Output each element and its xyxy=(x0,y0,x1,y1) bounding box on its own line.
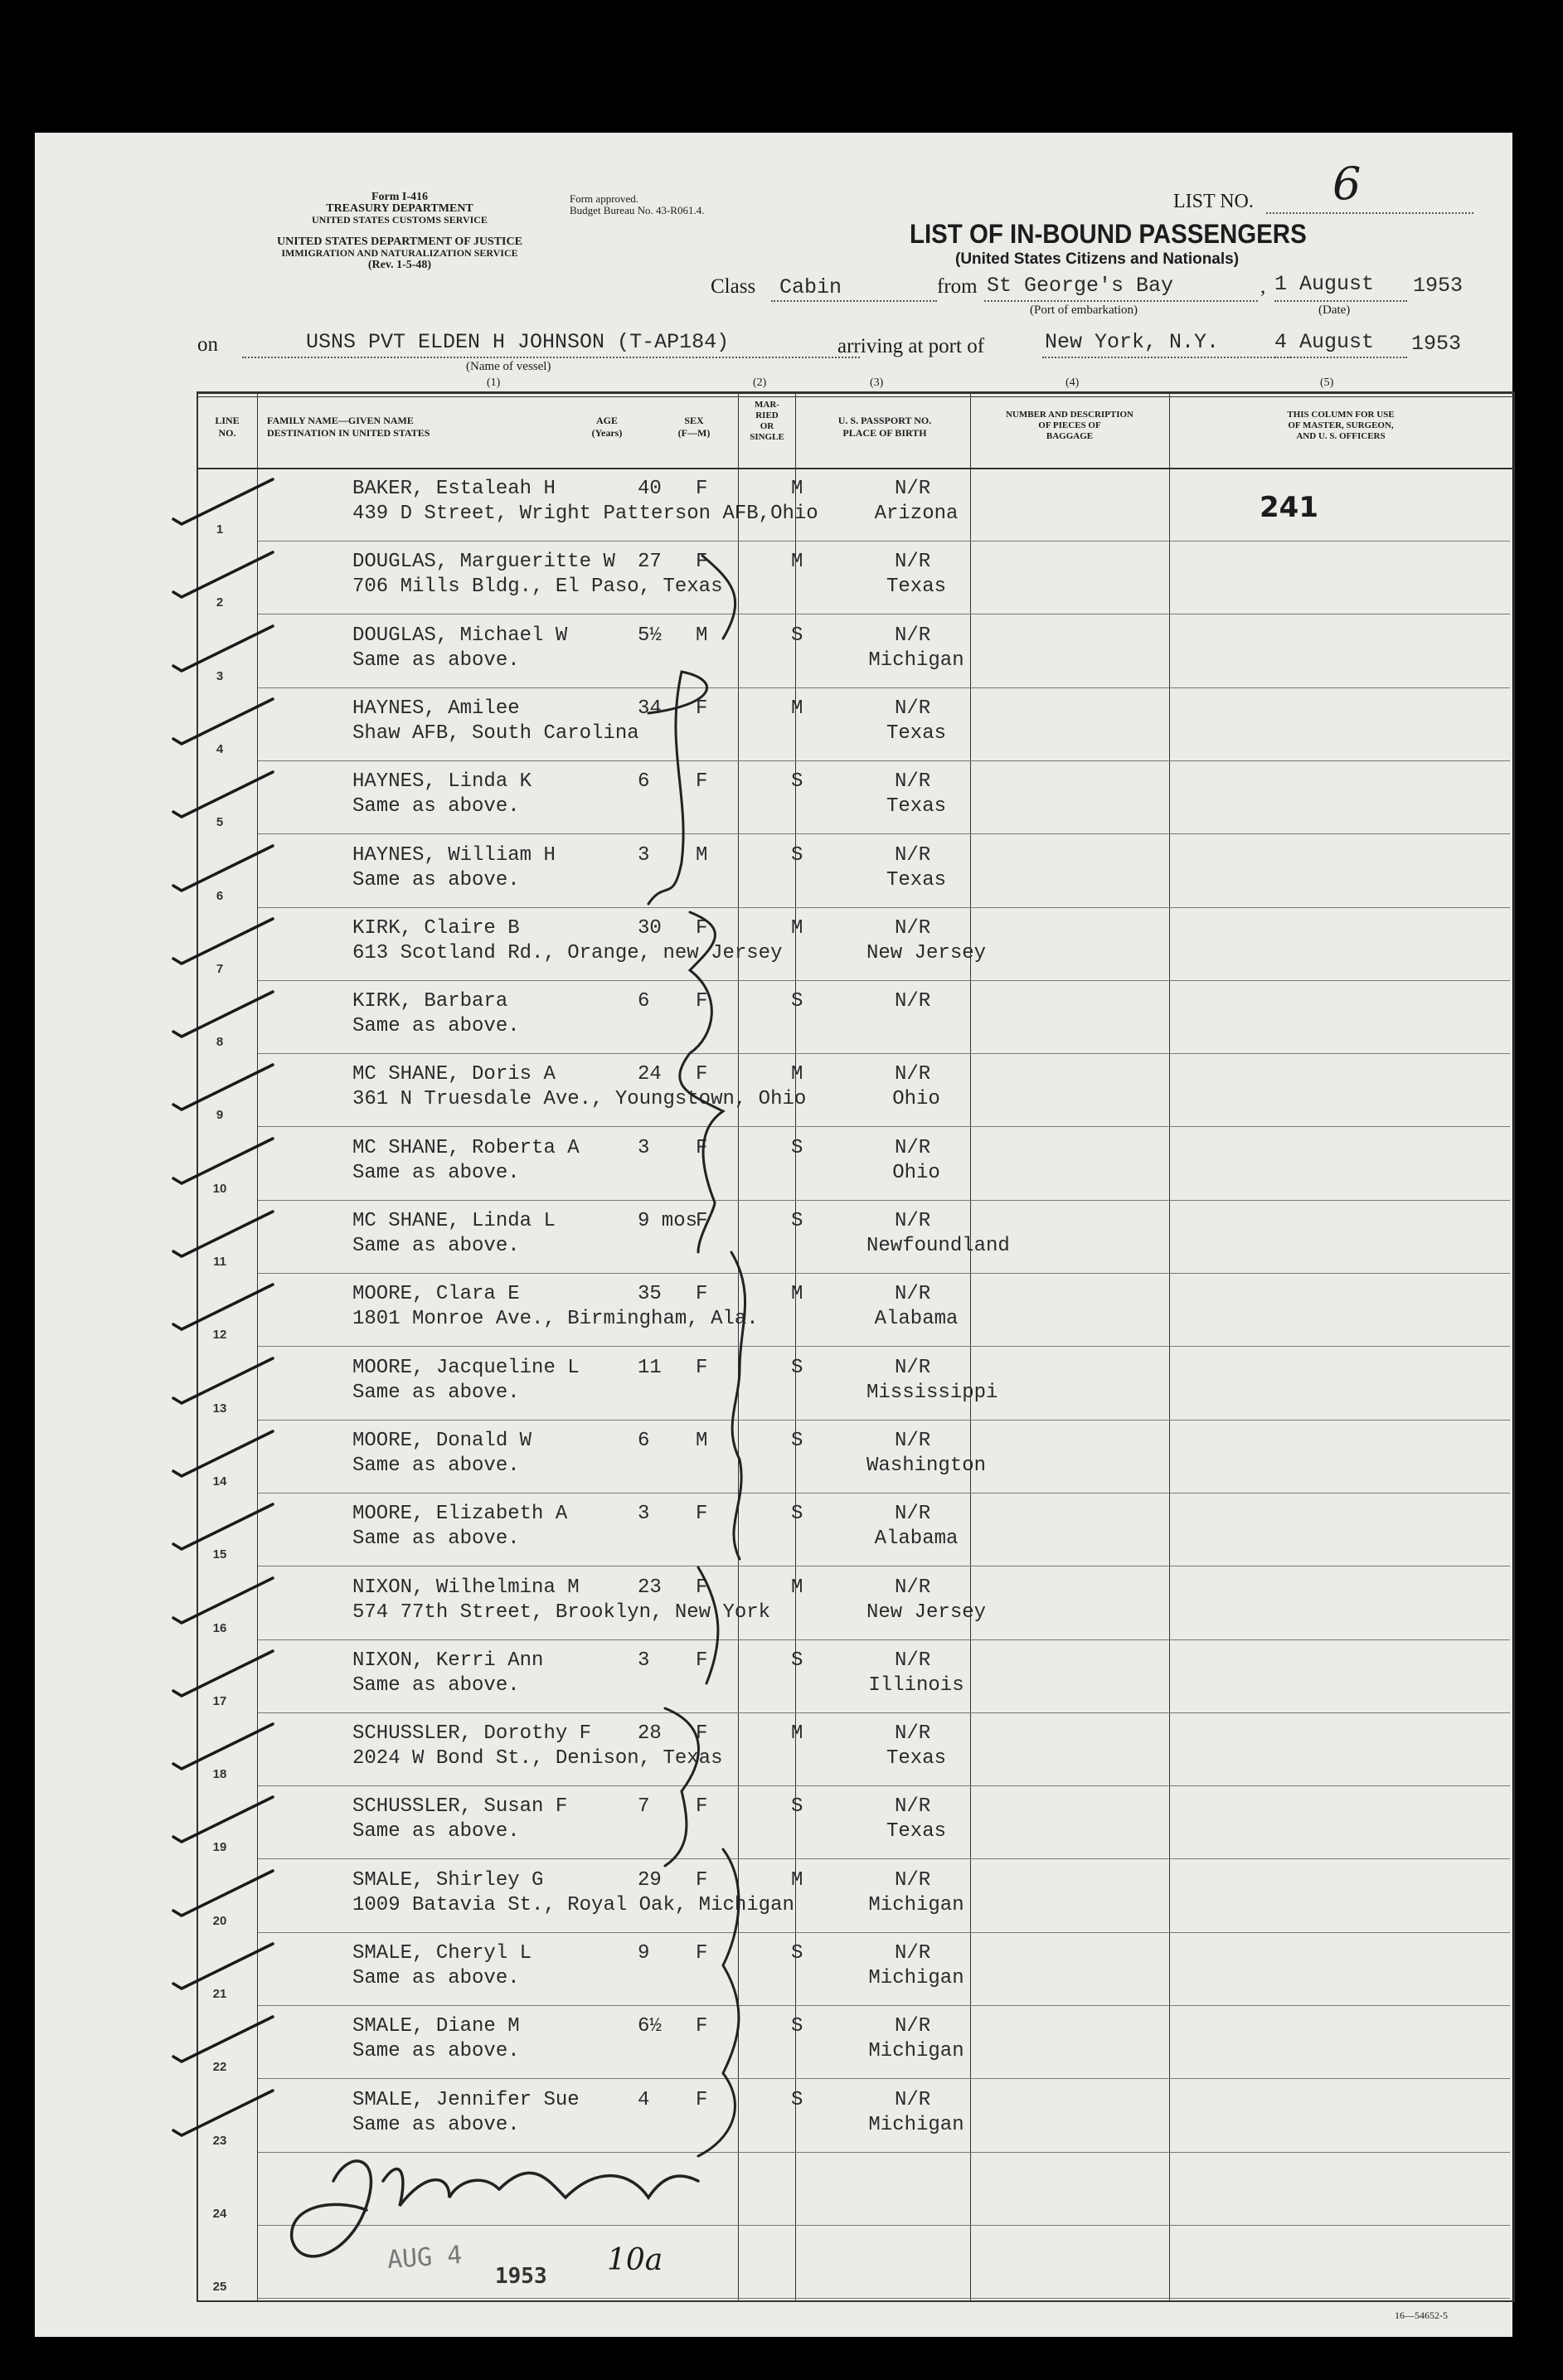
vessel-name: USNS PVT ELDEN H JOHNSON (T-AP184) xyxy=(306,330,730,354)
passport-number: N/R xyxy=(895,1136,931,1159)
col-num-1: (1) xyxy=(487,376,501,389)
arrival-year: 1953 xyxy=(1411,332,1462,356)
passport-number: N/R xyxy=(895,1576,931,1599)
passenger-age: 5½ xyxy=(638,624,662,647)
passenger-name: SMALE, Jennifer Sue xyxy=(352,2088,580,2111)
passenger-name: HAYNES, Linda K xyxy=(352,770,532,794)
place-of-birth: New Jersey xyxy=(866,1600,987,1624)
passenger-age: 11 xyxy=(638,1356,662,1379)
passenger-name: HAYNES, Amilee xyxy=(352,697,520,720)
place-of-birth: Michigan xyxy=(868,1967,964,1989)
passenger-marital: S xyxy=(791,990,803,1013)
line-number: 9 xyxy=(216,1108,224,1123)
line-number: 13 xyxy=(212,1401,227,1416)
line-number: 19 xyxy=(212,1840,227,1855)
line-number: 22 xyxy=(212,2060,227,2075)
place-of-birth: Arizona xyxy=(874,503,959,525)
passenger-name: HAYNES, William H xyxy=(352,843,556,867)
arrival-date: 4 August xyxy=(1274,330,1375,354)
passport-number: N/R xyxy=(895,2088,931,2111)
place-of-birth: Texas xyxy=(886,721,946,745)
passenger-age: 27 xyxy=(638,551,662,574)
place-of-birth: Alabama xyxy=(874,1528,959,1551)
passenger-marital: S xyxy=(791,770,803,794)
passenger-sex: F xyxy=(696,1136,708,1159)
passport-number: N/R xyxy=(895,1063,931,1086)
customs-service: UNITED STATES CUSTOMS SERVICE xyxy=(312,214,488,226)
line-number: 24 xyxy=(212,2206,227,2221)
passenger-sex: F xyxy=(696,1795,708,1819)
passenger-age: 40 xyxy=(638,478,662,500)
passenger-marital: M xyxy=(791,1283,803,1306)
passenger-destination: 1801 Monroe Ave., Birmingham, Ala. xyxy=(352,1308,759,1331)
line-number: 18 xyxy=(212,1767,227,1782)
passport-number: N/R xyxy=(895,990,931,1013)
passport-number: N/R xyxy=(895,2015,931,2038)
header-married: MAR- RIED OR SINGLE xyxy=(750,400,784,442)
passenger-sex: F xyxy=(696,1356,708,1379)
passenger-sex: F xyxy=(696,770,708,794)
passenger-marital: S xyxy=(791,2088,803,2111)
passenger-age: 35 xyxy=(638,1283,662,1306)
header-baggage: NUMBER AND DESCRIPTION OF PIECES OF BAGGAGE xyxy=(1005,410,1134,441)
list-no-value: 6 xyxy=(1332,158,1362,210)
passenger-destination: Same as above. xyxy=(352,2113,520,2136)
passenger-name: MOORE, Donald W xyxy=(352,1429,532,1452)
passenger-age: 24 xyxy=(638,1063,662,1086)
passenger-name: MC SHANE, Doris A xyxy=(352,1063,556,1086)
passenger-name: BAKER, Estaleah H xyxy=(352,478,556,500)
passport-number: N/R xyxy=(895,1795,931,1819)
passenger-marital: M xyxy=(791,1868,803,1892)
passenger-sex: M xyxy=(696,1429,708,1452)
passenger-destination: Same as above. xyxy=(352,1015,520,1038)
passport-number: N/R xyxy=(895,1649,931,1672)
place-of-birth: Mississippi xyxy=(866,1381,998,1404)
passenger-age: 30 xyxy=(638,916,662,940)
passenger-sex: F xyxy=(696,1649,708,1672)
passenger-destination: Same as above. xyxy=(352,1528,520,1551)
line-number: 6 xyxy=(216,888,224,903)
passport-number: N/R xyxy=(895,1868,931,1892)
passenger-destination: Shaw AFB, South Carolina xyxy=(352,721,639,745)
passenger-age: 28 xyxy=(638,1722,662,1746)
passenger-name: SMALE, Shirley G xyxy=(352,1868,544,1892)
passenger-destination: 361 N Truesdale Ave., Youngstown, Ohio xyxy=(352,1088,807,1111)
passenger-name: KIRK, Claire B xyxy=(352,916,520,940)
form-title: LIST OF IN-BOUND PASSENGERS xyxy=(910,219,1307,249)
class-label: Class xyxy=(711,275,756,298)
line-number: 20 xyxy=(212,1913,227,1928)
place-of-birth: Washington xyxy=(866,1454,987,1477)
passenger-destination: Same as above. xyxy=(352,1235,520,1257)
line-number: 2 xyxy=(216,595,224,610)
passenger-age: 34 xyxy=(638,697,662,720)
port-embark-caption: (Port of embarkation) xyxy=(1030,304,1138,317)
passenger-sex: F xyxy=(696,1210,708,1232)
passenger-destination: Same as above. xyxy=(352,1820,520,1843)
passenger-marital: S xyxy=(791,843,803,867)
revision: (Rev. 1-5-48) xyxy=(367,259,432,271)
passenger-destination: 574 77th Street, Brooklyn, New York xyxy=(352,1600,771,1624)
line-number: 8 xyxy=(216,1035,224,1050)
passenger-destination: Same as above. xyxy=(352,795,520,818)
passenger-sex: F xyxy=(696,916,708,940)
passenger-age: 7 xyxy=(638,1795,650,1819)
place-of-birth: Ohio xyxy=(892,1161,940,1184)
line-number: 7 xyxy=(216,961,224,976)
line-number: 11 xyxy=(213,1255,226,1269)
header-passport: U. S. PASSPORT NO. PLACE OF BIRTH xyxy=(837,415,932,439)
passenger-destination: Same as above. xyxy=(352,2040,520,2063)
passenger-age: 3 xyxy=(638,1649,650,1672)
signature-scribble xyxy=(292,2161,698,2256)
footer-code: 16—54652-5 xyxy=(1395,2310,1448,2321)
place-of-birth: Michigan xyxy=(868,2040,964,2063)
passenger-sex: F xyxy=(696,551,708,574)
passenger-name: MC SHANE, Roberta A xyxy=(352,1136,580,1159)
place-of-birth: Newfoundland xyxy=(866,1235,1010,1257)
place-of-birth: Michigan xyxy=(868,648,964,672)
header-line-no: LINE NO. xyxy=(215,415,240,439)
line-number: 14 xyxy=(212,1474,227,1489)
passenger-age: 29 xyxy=(638,1868,662,1892)
header-officers: THIS COLUMN FOR USE OF MASTER, SURGEON, AND U. S. OFFICERS xyxy=(1287,410,1395,441)
passport-number: N/R xyxy=(895,1503,931,1526)
place-of-birth: Texas xyxy=(886,868,946,891)
place-of-birth: Texas xyxy=(886,1820,946,1843)
line-number: 15 xyxy=(212,1547,227,1562)
list-no-label: LIST NO. xyxy=(1173,191,1254,212)
class-value: Cabin xyxy=(779,275,842,299)
passenger-age: 4 xyxy=(638,2088,650,2111)
from-comma: , xyxy=(1260,275,1266,298)
passenger-age: 3 xyxy=(638,1503,650,1526)
line-number: 17 xyxy=(212,1693,227,1708)
line-number: 21 xyxy=(212,1987,227,2001)
col-num-3: (3) xyxy=(870,376,884,389)
justice-dept: UNITED STATES DEPARTMENT OF JUSTICE xyxy=(277,236,522,248)
place-of-birth: Texas xyxy=(886,795,946,818)
passenger-marital: S xyxy=(791,1649,803,1672)
line-number: 1 xyxy=(216,522,224,537)
passenger-name: SMALE, Diane M xyxy=(352,2015,520,2038)
passenger-destination: Same as above. xyxy=(352,1967,520,1989)
passenger-destination: 706 Mills Bldg., El Paso, Texas xyxy=(352,576,723,599)
form-subtitle: (United States Citizens and Nationals) xyxy=(955,250,1240,268)
passenger-marital: S xyxy=(791,1210,803,1232)
passenger-age: 23 xyxy=(638,1576,662,1599)
passenger-age: 3 xyxy=(638,843,650,867)
from-label: from xyxy=(937,275,978,298)
passenger-sex: F xyxy=(696,1942,708,1965)
passenger-age: 6 xyxy=(638,990,650,1013)
passenger-age: 6 xyxy=(638,1429,650,1452)
passenger-name: MOORE, Jacqueline L xyxy=(352,1356,580,1379)
passenger-marital: S xyxy=(791,1356,803,1379)
treasury-dept: TREASURY DEPARTMENT xyxy=(326,202,473,215)
passenger-destination: 2024 W Bond St., Denison, Texas xyxy=(352,1747,723,1770)
passenger-destination: Same as above. xyxy=(352,1161,520,1184)
passenger-sex: F xyxy=(696,1868,708,1892)
line-number: 5 xyxy=(216,815,224,830)
passenger-sex: M xyxy=(696,843,708,867)
on-label: on xyxy=(197,333,218,356)
passport-number: N/R xyxy=(895,770,931,794)
line-number: 12 xyxy=(212,1328,227,1343)
passenger-sex: F xyxy=(696,1722,708,1746)
passenger-destination: Same as above. xyxy=(352,868,520,891)
passport-number: N/R xyxy=(895,1722,931,1746)
header-sex: SEX (F—M) xyxy=(677,415,711,439)
departure-date: 1 August xyxy=(1274,272,1375,296)
passenger-sex: F xyxy=(696,2015,708,2038)
passenger-marital: S xyxy=(791,624,803,647)
col-num-4: (4) xyxy=(1065,376,1080,389)
passenger-name: NIXON, Kerri Ann xyxy=(352,1649,544,1672)
passenger-marital: M xyxy=(791,697,803,720)
passport-number: N/R xyxy=(895,478,931,500)
handwritten-note: 10a xyxy=(607,2243,663,2277)
passenger-marital: M xyxy=(791,478,803,500)
passenger-marital: M xyxy=(791,1722,803,1746)
line-number: 23 xyxy=(212,2133,227,2148)
passenger-name: DOUGLAS, Michael W xyxy=(352,624,568,647)
passenger-marital: S xyxy=(791,1795,803,1819)
passenger-sex: F xyxy=(696,2088,708,2111)
col-num-2: (2) xyxy=(753,376,767,389)
passenger-marital: S xyxy=(791,1942,803,1965)
passenger-destination: 1009 Batavia St., Royal Oak, Michigan xyxy=(352,1893,794,1916)
place-of-birth: Illinois xyxy=(868,1673,964,1697)
budget-bureau: Budget Bureau No. 43-R061.4. xyxy=(570,204,705,216)
passenger-marital: S xyxy=(791,1136,803,1159)
passport-number: N/R xyxy=(895,1283,931,1306)
passenger-name: MOORE, Clara E xyxy=(352,1283,520,1306)
passenger-marital: S xyxy=(791,2015,803,2038)
line-number: 4 xyxy=(216,741,224,756)
line-number: 3 xyxy=(216,668,224,683)
passenger-destination: Same as above. xyxy=(352,1454,520,1477)
passenger-age: 3 xyxy=(638,1136,650,1159)
passenger-age: 6½ xyxy=(638,2015,662,2038)
form-number: Form I-416 xyxy=(371,191,429,203)
passport-number: N/R xyxy=(895,551,931,574)
passenger-sex: F xyxy=(696,1503,708,1526)
place-of-birth: Michigan xyxy=(868,2113,964,2136)
line-number: 16 xyxy=(212,1620,227,1635)
passenger-marital: M xyxy=(791,551,803,574)
passenger-age: 9 xyxy=(638,1942,650,1965)
manifest-page xyxy=(35,133,1512,2337)
passenger-name: NIXON, Wilhelmina M xyxy=(352,1576,580,1599)
passport-number: N/R xyxy=(895,1942,931,1965)
passenger-destination: 439 D Street, Wright Patterson AFB,Ohio xyxy=(352,503,818,525)
passenger-marital: M xyxy=(791,1063,803,1086)
passport-number: N/R xyxy=(895,697,931,720)
passenger-sex: F xyxy=(696,697,708,720)
passenger-destination: Same as above. xyxy=(352,1381,520,1404)
passenger-marital: M xyxy=(791,1576,803,1599)
place-of-birth: Ohio xyxy=(892,1088,940,1111)
passenger-name: MC SHANE, Linda L xyxy=(352,1210,556,1232)
passenger-destination: Same as above. xyxy=(352,648,520,672)
place-of-birth: Alabama xyxy=(874,1308,959,1331)
line-number: 25 xyxy=(212,2280,227,2295)
passenger-sex: F xyxy=(696,1283,708,1306)
passenger-name: SCHUSSLER, Susan F xyxy=(352,1795,568,1819)
arriving-label: arriving at port of xyxy=(837,335,985,357)
passenger-marital: M xyxy=(791,916,803,940)
passenger-sex: F xyxy=(696,1576,708,1599)
passenger-name: SCHUSSLER, Dorothy F xyxy=(352,1722,592,1746)
col-divider-right xyxy=(1513,391,1515,2302)
passenger-name: SMALE, Cheryl L xyxy=(352,1942,532,1965)
place-of-birth: New Jersey xyxy=(866,941,987,964)
received-stamp-date: AUG 4 xyxy=(386,2240,464,2276)
passenger-sex: F xyxy=(696,1063,708,1086)
from-value: St George's Bay xyxy=(987,274,1174,298)
ins-service: IMMIGRATION AND NATURALIZATION SERVICE xyxy=(281,247,518,259)
passenger-sex: M xyxy=(696,624,708,647)
date-caption: (Date) xyxy=(1318,304,1351,317)
passenger-destination: Same as above. xyxy=(352,1673,520,1697)
passenger-age: 6 xyxy=(638,770,650,794)
passenger-name: DOUGLAS, Margueritte W xyxy=(352,551,615,574)
passport-number: N/R xyxy=(895,624,931,647)
received-stamp-year: 1953 xyxy=(495,2264,547,2289)
passenger-sex: F xyxy=(696,990,708,1013)
pen-annotations xyxy=(35,133,1512,2337)
form-approved: Form approved. xyxy=(570,192,639,205)
line-number: 10 xyxy=(212,1181,227,1196)
vessel-caption: (Name of vessel) xyxy=(466,360,551,373)
header-name: FAMILY NAME—GIVEN NAME DESTINATION IN UNITED STATES xyxy=(267,415,430,439)
officer-number: 241 xyxy=(1260,491,1318,524)
place-of-birth: Texas xyxy=(886,576,946,599)
passport-number: N/R xyxy=(895,1356,931,1379)
passenger-age: 9 mos xyxy=(638,1210,698,1232)
passenger-marital: S xyxy=(791,1503,803,1526)
passenger-name: MOORE, Elizabeth A xyxy=(352,1503,568,1526)
passenger-sex: F xyxy=(696,478,708,500)
passport-number: N/R xyxy=(895,916,931,940)
place-of-birth: Texas xyxy=(886,1747,946,1770)
passport-number: N/R xyxy=(895,1429,931,1452)
departure-year: 1953 xyxy=(1413,274,1463,298)
passenger-marital: S xyxy=(791,1429,803,1452)
passenger-destination: 613 Scotland Rd., Orange, new Jersey xyxy=(352,941,783,964)
passport-number: N/R xyxy=(895,1210,931,1232)
header-age: AGE (Years) xyxy=(591,415,623,439)
place-of-birth: Michigan xyxy=(868,1893,964,1916)
passenger-name: KIRK, Barbara xyxy=(352,990,508,1013)
passport-number: N/R xyxy=(895,843,931,867)
arrival-port: New York, N.Y. xyxy=(1045,330,1220,354)
col-num-5: (5) xyxy=(1320,376,1334,389)
